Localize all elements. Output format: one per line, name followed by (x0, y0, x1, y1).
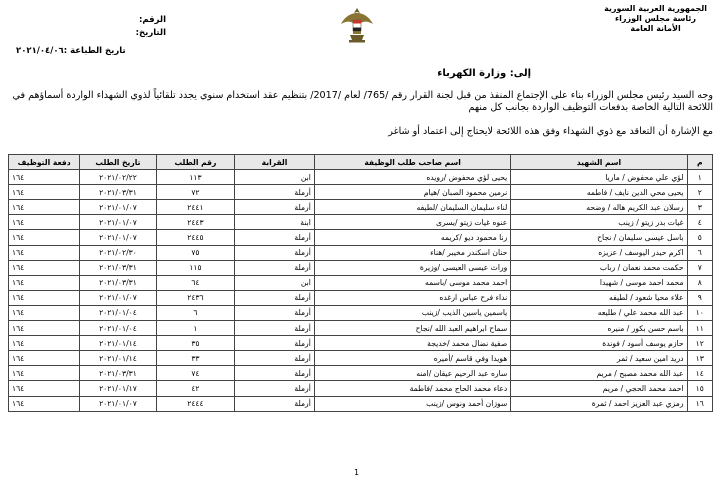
request-date: ٢٠٢١/٠٣/٣١ (80, 366, 156, 381)
request-date: ٢٠٢١/٠١/١٤ (80, 336, 156, 351)
applicant-name: دعاء محمد الحاج محمد /فاطمة (314, 381, 510, 396)
applicant-name: رنا محمود ديو /كريمه (314, 230, 510, 245)
row-index: ٦ (687, 245, 712, 260)
col-header-index: م (687, 155, 712, 170)
secretariat-name: الأمانة العامة (630, 24, 681, 33)
batch: ١٦٤ (9, 321, 80, 336)
row-index: ٨ (687, 275, 712, 290)
request-date: ٢٠٢١/٠١/٠٤ (80, 321, 156, 336)
batch: ١٦٤ (9, 366, 80, 381)
table-row (9, 245, 713, 260)
martyr-name: علاء محيا شعود / لطيفه (511, 290, 687, 305)
table-row (9, 185, 713, 200)
applicant-name: ياسمين ياسين الذيب /زينب (314, 305, 510, 320)
col-header-request-date: تاريخ الطلب (80, 155, 156, 170)
table-row (9, 305, 713, 320)
republic-name: الجمهورية العربية السورية (604, 4, 707, 13)
eagle-emblem-icon (340, 4, 374, 44)
applicant-name: صفية نضال محمد /خديجة (314, 336, 510, 351)
request-number: ٢٤٣٦ (156, 290, 235, 305)
batch: ١٦٤ (9, 260, 80, 275)
applicant-name: حنان اسكندر مخيبر /هناء (314, 245, 510, 260)
request-number: ٢٤٤١ (156, 200, 235, 215)
martyr-name: باسل عيسى سليمان / نجاح (511, 230, 687, 245)
table-row (9, 351, 713, 366)
relation: أرملة (235, 396, 315, 411)
applicant-name: سماح ابراهيم العبد الله /نجاح (314, 321, 510, 336)
page-number: 1 (354, 468, 360, 477)
presidency-name: رئاسة مجلس الوزراء (615, 14, 697, 23)
batch: ١٦٤ (9, 305, 80, 320)
martyr-name: دريد امين سعيد / ثمر (511, 351, 687, 366)
request-number: ٤٢ (156, 381, 235, 396)
applicant-name: عنوه غيات زيتو /يسرى (314, 215, 510, 230)
relation: أرملة (235, 290, 315, 305)
row-index: ١٠ (687, 305, 712, 320)
reference-number-label: الرقم: (138, 15, 166, 25)
martyr-name: عبد الله محمد مصبح / مريم (511, 366, 687, 381)
print-date: تاريخ الطباعة :٢٠٢١/٠٤/٠٦ (16, 46, 126, 56)
row-index: ١٢ (687, 336, 712, 351)
row-index: ٣ (687, 200, 712, 215)
relation: أرملة (235, 305, 315, 320)
applicant-name: يحيى لؤي محفوض /رويده (314, 170, 510, 185)
letter-note: مع الإشارة أن التعاقد مع ذوي الشهداء وفق هذه اللائحة لايحتاج إلى اعتماد أو شاغر (388, 126, 713, 137)
martyr-name: حازم يوسف أسود / فوندة (511, 336, 687, 351)
batch: ١٦٤ (9, 230, 80, 245)
applicant-name: نرمين محمود الصبان /هيام (314, 185, 510, 200)
martyr-name: باسم حسن بكور / منيره (511, 321, 687, 336)
batch: ١٦٤ (9, 290, 80, 305)
relation: ابن (235, 170, 315, 185)
request-date: ٢٠٢١/٠٣/٣١ (80, 275, 156, 290)
request-number: ١١٣ (156, 170, 235, 185)
request-date: ٢٠٢١/٠٢/٢٢ (80, 170, 156, 185)
col-header-request-number: رقم الطلب (156, 155, 235, 170)
martyr-name: حكمت محمد نعمان / رباب (511, 260, 687, 275)
col-header-relation: القرابة (235, 155, 315, 170)
row-index: ١١ (687, 321, 712, 336)
relation: أرملة (235, 336, 315, 351)
col-header-martyr-name: اسم الشهيد (511, 155, 687, 170)
request-date: ٢٠٢١/٠٣/٣١ (80, 260, 156, 275)
applicant-name: احمد محمد موسى /باسمه (314, 275, 510, 290)
col-header-batch: دفعة التوظيف (9, 155, 80, 170)
letter-body: وجه السيد رئيس مجلس الوزراء بناء على الإجتماع المنفذ من قبل لجنة القرار رقم /765/ لعام /2017/ بتنظيم عقد استخدام سنوي يجدد تلقائياً لذوي الشهداء الواردة أسماؤهم في اللائحة التالية الخاصة بدفعات التوظيف الواردة بجانب كل منهم (12, 90, 713, 113)
date-label: التاريخ: (135, 28, 166, 38)
applicant-name: وراث عيسى العيسى /وزيرة (314, 260, 510, 275)
batch: ١٦٤ (9, 245, 80, 260)
martyr-name: غيات بدر زيتو / زينب (511, 215, 687, 230)
request-date: ٢٠٢١/٠٣/٣١ (80, 185, 156, 200)
table-row (9, 260, 713, 275)
relation: أرملة (235, 245, 315, 260)
relation: أرملة (235, 351, 315, 366)
table-row (9, 170, 713, 185)
martyr-name: رسلان عبد الكريم هاله / وضحه (511, 200, 687, 215)
batch: ١٦٤ (9, 336, 80, 351)
request-date: ٢٠٢١/٠١/٠٤ (80, 305, 156, 320)
request-number: ٧٤ (156, 366, 235, 381)
reference-block (16, 14, 166, 58)
applicant-name: نداء فرح عباس ارغده (314, 290, 510, 305)
request-number: ٢٤٤٥ (156, 230, 235, 245)
request-number: ٦٤ (156, 275, 235, 290)
batch: ١٦٤ (9, 351, 80, 366)
row-index: ٢ (687, 185, 712, 200)
table-row (9, 200, 713, 215)
request-date: ٢٠٢١/٠٢/٣٠ (80, 245, 156, 260)
martyr-name: رمزي عبد العزيز احمد / ثمرة (511, 396, 687, 411)
request-date: ٢٠٢١/٠١/٠٧ (80, 230, 156, 245)
martyr-name: يحيى محي الدين نايف / فاطمه (511, 185, 687, 200)
row-index: ٧ (687, 260, 712, 275)
request-date: ٢٠٢١/٠١/٠٧ (80, 290, 156, 305)
martyr-name: عبد الله محمد علي / طليعه (511, 305, 687, 320)
request-date: ٢٠٢١/٠١/١٤ (80, 351, 156, 366)
row-index: ١٤ (687, 366, 712, 381)
row-index: ٤ (687, 215, 712, 230)
martyr-name: محمد احمد موسى / شهيدا (511, 275, 687, 290)
request-date: ٢٠٢١/٠١/٠٧ (80, 200, 156, 215)
request-number: ٣٣ (156, 351, 235, 366)
request-number: ٧٥ (156, 245, 235, 260)
batch: ١٦٤ (9, 381, 80, 396)
batch: ١٦٤ (9, 185, 80, 200)
relation: ابن (235, 275, 315, 290)
table-row (9, 321, 713, 336)
request-date: ٢٠٢١/٠١/٠٧ (80, 396, 156, 411)
row-index: ١٦ (687, 396, 712, 411)
row-index: ١٣ (687, 351, 712, 366)
batch: ١٦٤ (9, 215, 80, 230)
request-number: ٧٢ (156, 185, 235, 200)
table-row (9, 275, 713, 290)
relation: أرملة (235, 381, 315, 396)
request-date: ٢٠٢١/٠١/٠٧ (80, 215, 156, 230)
request-number: ٢٤٤٣ (156, 215, 235, 230)
col-header-applicant-name: اسم صاحب طلب الوظيفة (314, 155, 510, 170)
request-number: ١١٥ (156, 260, 235, 275)
martyr-name: اكرم حيدر اليوسف / عزيزه (511, 245, 687, 260)
table-header-row (9, 155, 713, 170)
request-number: ١ (156, 321, 235, 336)
relation: أرملة (235, 200, 315, 215)
relation: أرملة (235, 260, 315, 275)
table-row (9, 230, 713, 245)
row-index: ١ (687, 170, 712, 185)
table-row (9, 396, 713, 411)
batch: ١٦٤ (9, 275, 80, 290)
table-row (9, 336, 713, 351)
relation: أرملة (235, 185, 315, 200)
applicant-name: ساره عبد الرحيم عيفان /امنه (314, 366, 510, 381)
request-number: ٦ (156, 305, 235, 320)
recipient: إلى: وزارة الكهرباء (437, 68, 531, 79)
martyrs-table (8, 154, 713, 412)
martyr-name: لؤي علي محفوض / ماريا (511, 170, 687, 185)
table-row (9, 366, 713, 381)
batch: ١٦٤ (9, 200, 80, 215)
request-number: ٢٤٤٤ (156, 396, 235, 411)
relation: أرملة (235, 366, 315, 381)
table-row (9, 381, 713, 396)
relation: أرملة (235, 230, 315, 245)
applicant-name: سوزان أحمد ونوس /زينب (314, 396, 510, 411)
table-row (9, 290, 713, 305)
row-index: ٥ (687, 230, 712, 245)
table-row (9, 215, 713, 230)
issuer-block (604, 4, 707, 34)
applicant-name: هويدا وفي قاسم /أميره (314, 351, 510, 366)
relation: أرملة (235, 321, 315, 336)
martyr-name: احمد محمد الحجي / مريم (511, 381, 687, 396)
applicant-name: لناء سليمان السليمان /لطيفه (314, 200, 510, 215)
relation: ابنة (235, 215, 315, 230)
row-index: ١٥ (687, 381, 712, 396)
batch: ١٦٤ (9, 396, 80, 411)
request-number: ٣٥ (156, 336, 235, 351)
batch: ١٦٤ (9, 170, 80, 185)
row-index: ٩ (687, 290, 712, 305)
request-date: ٢٠٢١/٠١/١٧ (80, 381, 156, 396)
